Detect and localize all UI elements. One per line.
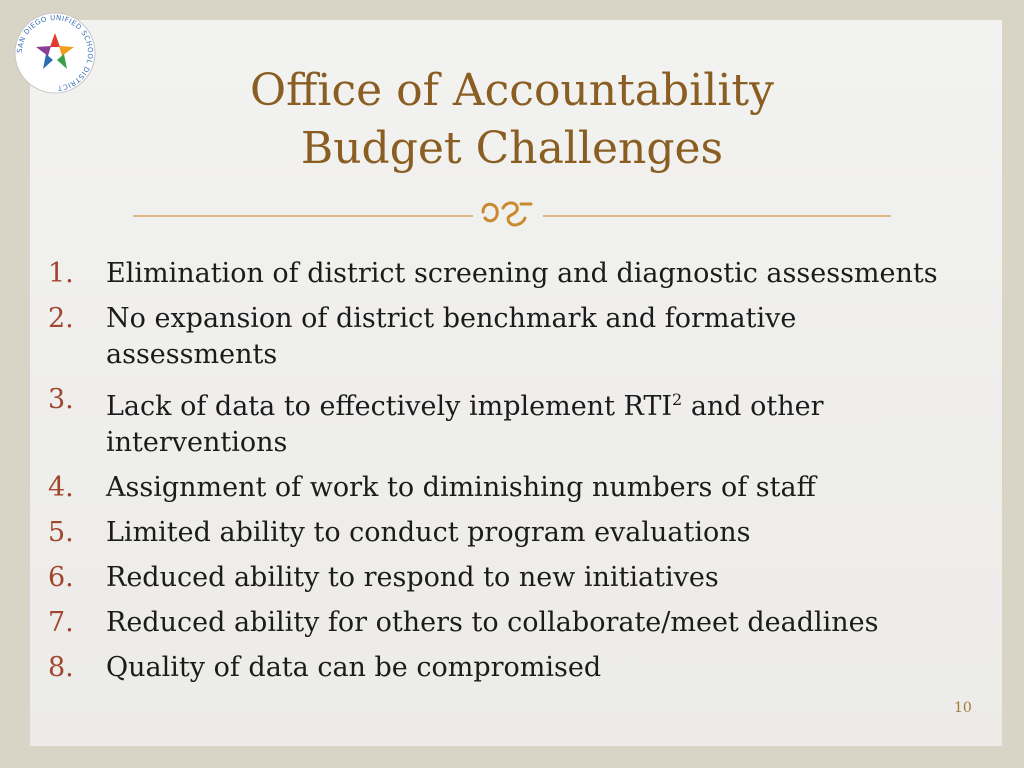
item-text: No expansion of district benchmark and formative assessments xyxy=(106,303,797,370)
title-line-2: Budget Challenges xyxy=(300,123,724,174)
page-number: 10 xyxy=(954,700,972,716)
title-divider xyxy=(133,198,891,228)
item-number: 1. xyxy=(48,258,74,289)
item-number: 4. xyxy=(48,472,74,503)
item-text: Reduced ability to respond to new initiatives xyxy=(106,562,719,593)
list-item xyxy=(48,470,978,506)
item-text: Reduced ability for others to collaborate/meet deadlines xyxy=(106,607,879,638)
item-text-before: Lack of data to effectively implement RTI xyxy=(106,391,673,422)
item-text-after: and other interventions xyxy=(106,391,824,458)
item-number: 8. xyxy=(48,652,74,683)
item-text: Elimination of district screening and diagnostic assessments xyxy=(106,258,938,289)
item-number: 7. xyxy=(48,607,74,638)
slide-title xyxy=(0,62,1024,178)
logo-ring-text: SAN DIEGO UNIFIED SCHOOL DISTRICT xyxy=(15,13,95,92)
list-item xyxy=(48,515,978,551)
challenges-list xyxy=(48,256,978,695)
list-item xyxy=(48,605,978,641)
item-number: 5. xyxy=(48,517,74,548)
list-item xyxy=(48,301,978,373)
list-item xyxy=(48,650,978,686)
superscript: 2 xyxy=(672,390,683,409)
list-item xyxy=(48,560,978,596)
item-text: Quality of data can be compromised xyxy=(106,652,602,683)
item-text: Limited ability to conduct program evaluations xyxy=(106,517,751,548)
item-number: 2. xyxy=(48,303,74,334)
item-text xyxy=(106,382,978,461)
list-item xyxy=(48,256,978,292)
list-item xyxy=(48,382,978,461)
item-number: 3. xyxy=(48,384,74,415)
item-number: 6. xyxy=(48,562,74,593)
title-line-1: Office of Accountability xyxy=(250,65,774,116)
item-text: Assignment of work to diminishing numbers of staff xyxy=(106,472,816,503)
ornament-icon xyxy=(483,203,531,225)
